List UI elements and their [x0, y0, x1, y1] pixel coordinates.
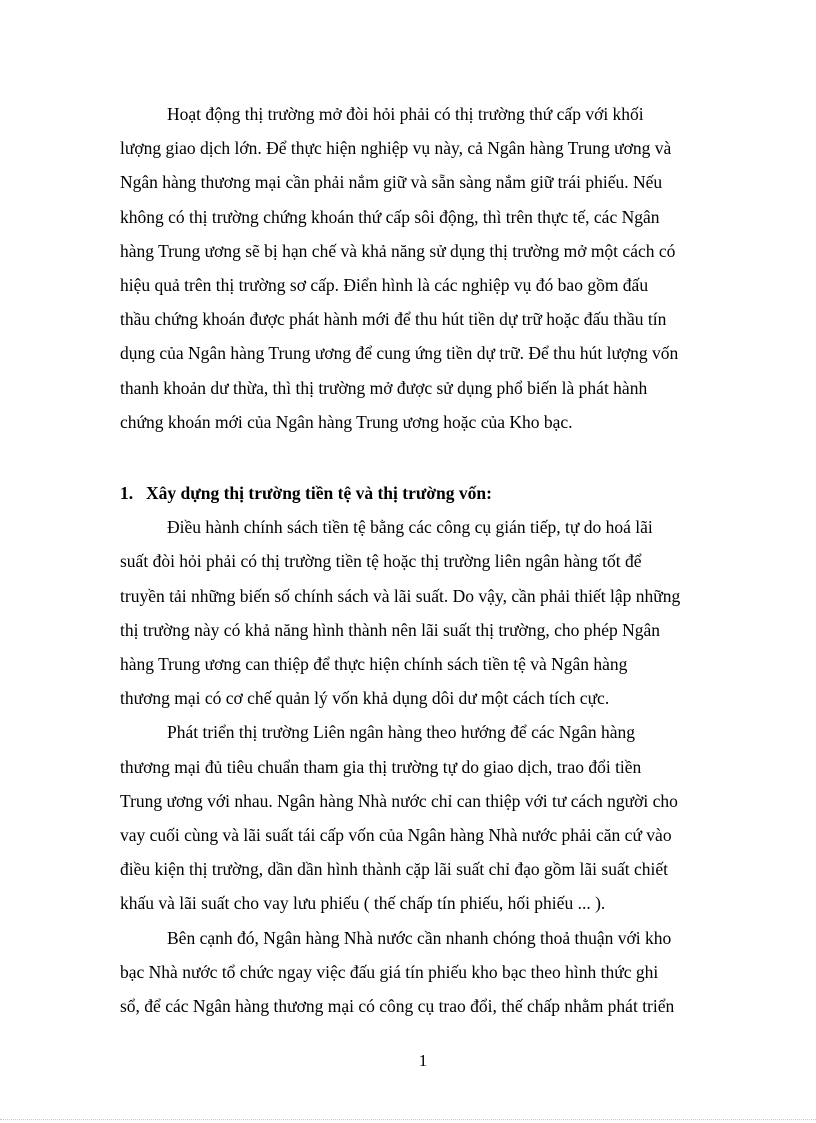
page-number: 1: [418, 1051, 428, 1070]
intro-paragraph: Hoạt động thị trường mở đòi hỏi phải có thị trường thứ cấp với khối lượng giao dịch lớn. Để thực hiện nghiệp vụ này, cả Ngân hàng Trung ương và Ngân hàng thương mại cần phải nắm giữ và sẵn sàng nắm giữ trái phiếu. Nếu không có thị trường chứng khoán thứ cấp sôi động, thì trên thực tế, các Ngân hàng Trung ương sẽ bị hạn chế và khả năng sử dụng thị trường mở một cách có hiệu quả trên thị trường sơ cấp. Điển hình là các nghiệp vụ đó bao gồm đấu thầu chứng khoán được phát hành mới để thu hút tiền dự trữ hoặc đấu thầu tín dụng của Ngân hàng Trung ương để cung ứng tiền dự trữ. Để thu hút lượng vốn thanh khoản dư thừa, thì thị trường mở được sử dụng phổ biến là phát hành chứng khoán mới của Ngân hàng Trung ương hoặc của Kho bạc.: [120, 104, 679, 432]
section-heading: [120, 476, 721, 510]
body-paragraph-1: Điều hành chính sách tiền tệ bằng các công cụ gián tiếp, tự do hoá lãi suất đòi hỏi phải có thị trường tiền tệ hoặc thị trường liên ngân hàng tốt để truyền tải những biến số chính sách và lãi suất. Do vậy, cần phải thiết lập những thị trường này có khả năng hình thành nên lãi suất thị trường, cho phép Ngân hàng Trung ương can thiệp để thực hiện chính sách tiền tệ và Ngân hàng thương mại có cơ chế quản lý vốn khả dụng dôi dư một cách tích cực.: [120, 517, 681, 709]
section-title: Xây dựng thị trường tiền tệ và thị trường vốn:: [146, 483, 492, 504]
body-paragraph-2: Phát triển thị trường Liên ngân hàng theo hướng để các Ngân hàng thương mại đủ tiêu chuẩn tham gia thị trường tự do giao dịch, trao đổi tiền Trung ương với nhau. Ngân hàng Nhà nước chỉ can thiệp với tư cách người cho vay cuối cùng và lãi suất tái cấp vốn của Ngân hàng Nhà nước phải căn cứ vào điều kiện thị trường, dần dần hình thành cặp lãi suất chỉ đạo gồm lãi suất chiết khấu và lãi suất cho vay lưu phiếu ( thế chấp tín phiếu, hối phiếu ... ).: [120, 722, 678, 914]
document-body: [120, 97, 721, 1023]
page-bottom-divider: [0, 1119, 816, 1120]
section-number: 1.: [120, 483, 134, 504]
body-paragraph-3: Bên cạnh đó, Ngân hàng Nhà nước cần nhanh chóng thoả thuận với kho bạc Nhà nước tổ chức ngay việc đấu giá tín phiếu kho bạc theo hình thức ghi sổ, để các Ngân hàng thương mại có công cụ trao đổi, thế chấp nhằm phát triển: [120, 927, 675, 1017]
